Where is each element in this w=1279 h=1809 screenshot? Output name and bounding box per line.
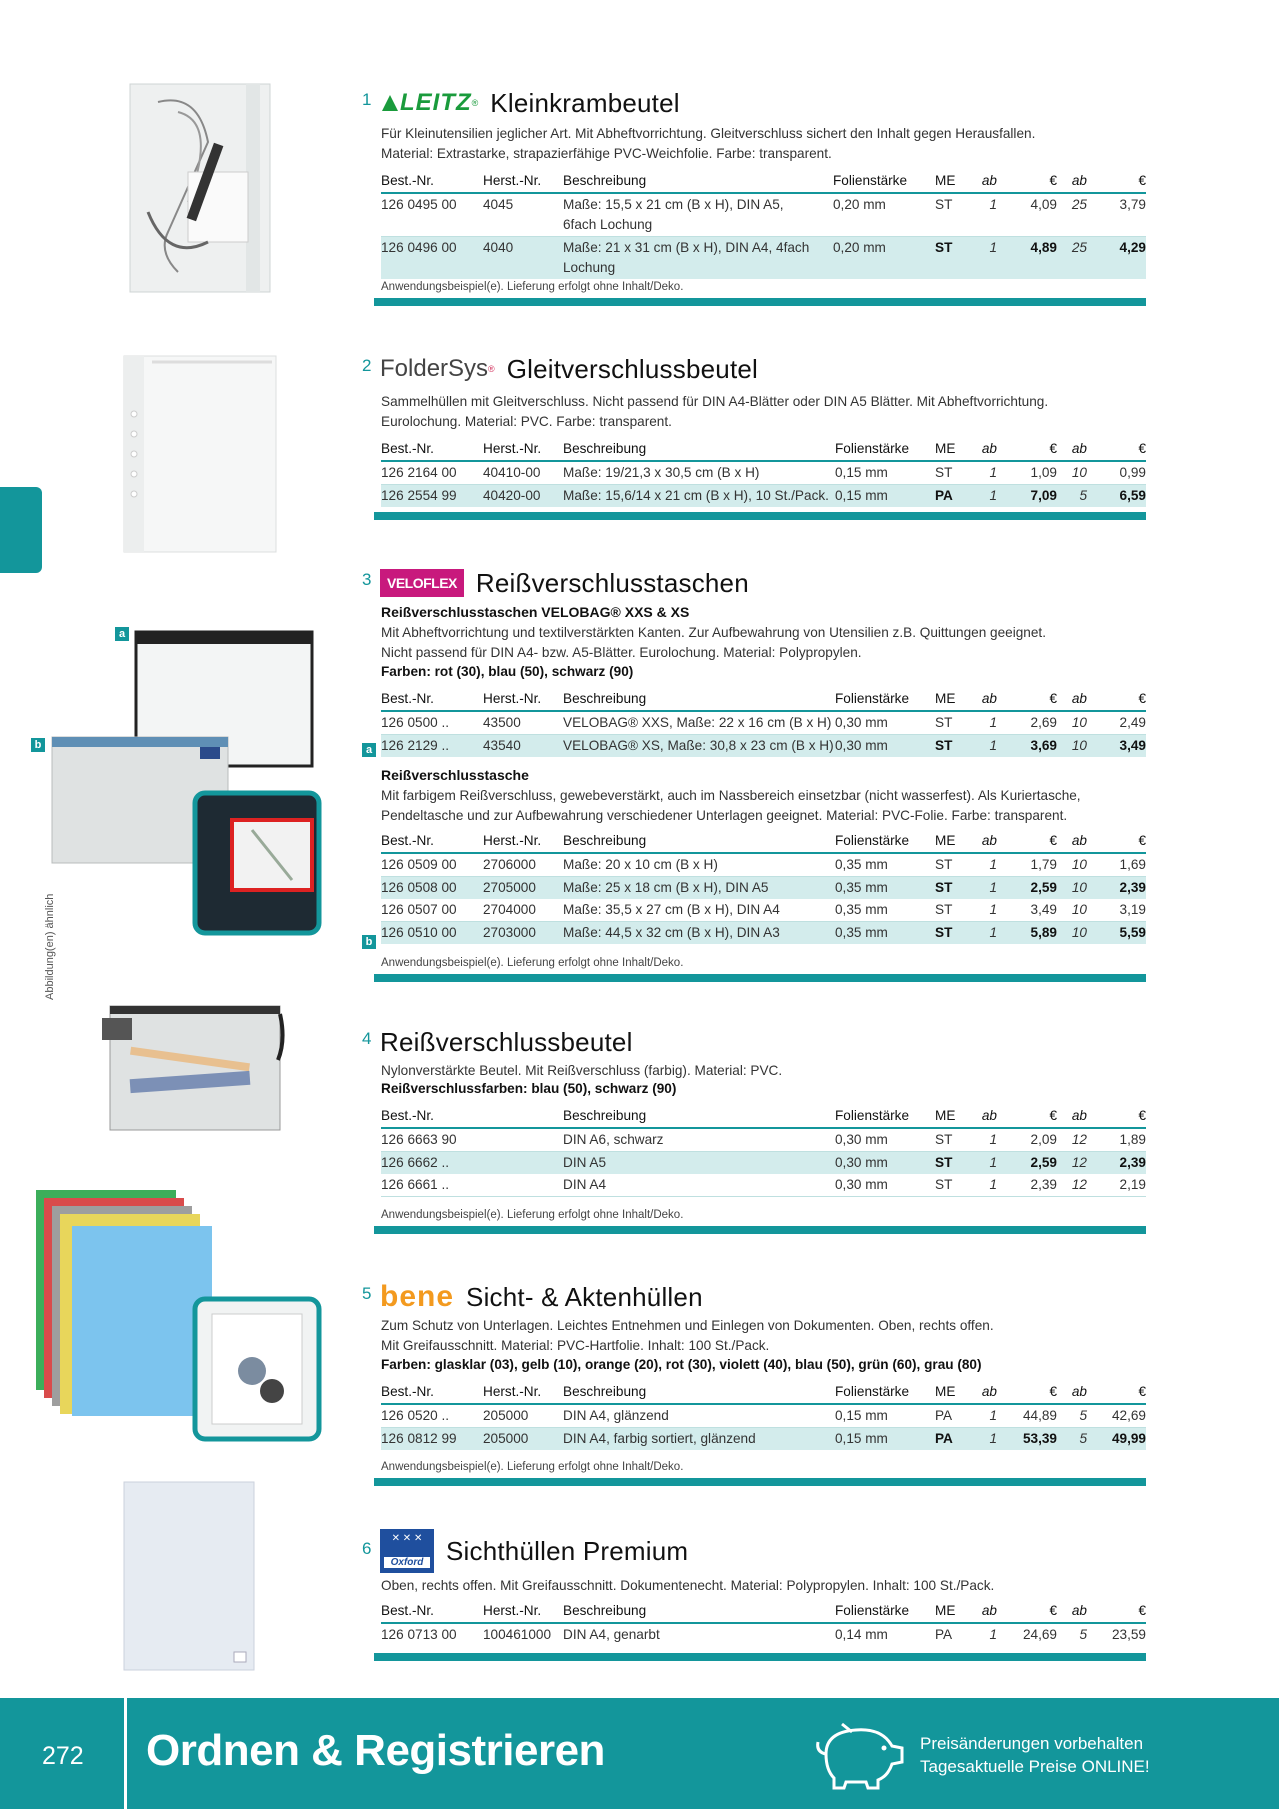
product-image-gleitverschlussbeutel <box>122 354 278 554</box>
product-image-kleinkrambeutel <box>128 82 272 294</box>
piggy-bank-icon <box>812 1718 908 1792</box>
section-description: Für Kleinutensilien jeglicher Art. Mit Abheftvorrichtung. Gleitverschluss sichert den Inhalt gegen Herausfallen. Material: Extrastarke, strapazierfähige PVC-Weichfolie. Farbe: transparent. <box>381 126 1036 161</box>
section-title: Reißverschlussbeutel <box>380 1026 633 1057</box>
section-divider <box>374 1478 1146 1486</box>
product-image-detail-huelle <box>192 1296 322 1442</box>
table-header: Best.-Nr. Herst.-Nr. Beschreibung Folienstärke ME ab € ab € <box>381 1598 1146 1623</box>
product-table <box>381 436 1146 507</box>
table-row: 126 0520 .. 205000 DIN A4, glänzend 0,15 mm PA 1 44,89 5 42,69 <box>381 1404 1146 1428</box>
table-row: 126 6662 .. DIN A5 0,30 mm ST 1 2,59 12 2,39 <box>381 1152 1146 1175</box>
section-number: 3 <box>362 570 372 589</box>
section-title: Kleinkrambeutel <box>490 87 680 118</box>
table-row: 126 0812 99 205000 DIN A4, farbig sortiert, glänzend 0,15 mm PA 1 53,39 5 49,99 <box>381 1428 1146 1451</box>
table-row: 126 0500 .. 43500 VELOBAG® XXS, Maße: 22 x 16 cm (B x H) 0,30 mm ST 1 2,69 10 2,49 <box>381 711 1146 735</box>
section-description: Zum Schutz von Unterlagen. Leichtes Entnehmen und Einlegen von Dokumenten. Oben, rechts offen. Mit Greifausschnitt. Material: PVC-Hartfolie. Inhalt: 100 St./Pack. <box>381 1318 994 1353</box>
table-row: 126 0713 00 100461000 DIN A4, genarbt 0,14 mm PA 1 24,69 5 23,59 <box>381 1627 1146 1642</box>
section-divider <box>374 1653 1146 1661</box>
product-image-detail-binder <box>192 790 322 936</box>
footer-divider <box>124 1698 127 1809</box>
table-row: 126 0508 00 2705000 Maße: 25 x 18 cm (B x H), DIN A5 0,35 mm ST 1 2,59 10 2,39 <box>381 877 1146 900</box>
section-note: Anwendungsbeispiel(e). Lieferung erfolgt ohne Inhalt/Deko. <box>381 1209 684 1221</box>
section-number: 4 <box>362 1029 372 1048</box>
section-description: Mit Abheftvorrichtung und textilverstärkten Kanten. Zur Aufbewahrung von Utensilien z.B. Quittungen geeignet. Nicht passend für DIN A4- bzw. A5-Blätter. Eurolochung. Material: Polypropylen. <box>381 625 1046 660</box>
product-image-sichthuellen-farbig <box>36 1190 216 1420</box>
price-note: Preisänderungen vorbehalten Tagesaktuelle Preise ONLINE! <box>920 1734 1150 1776</box>
table-header: Best.-Nr. Herst.-Nr. Beschreibung Folienstärke ME ab € ab € <box>381 168 1146 193</box>
product-table <box>381 1379 1146 1450</box>
leitz-logo: LEITZ ® <box>380 89 478 117</box>
table-row: 126 0496 00 4040 Maße: 21 x 31 cm (B x H), DIN A4, 4fach Lochung 0,20 mm ST 1 4,89 25 4,29 <box>381 237 1146 280</box>
table-row: 126 0509 00 2706000 Maße: 20 x 10 cm (B x H) 0,35 mm ST 1 1,79 10 1,69 <box>381 853 1146 877</box>
table-header: Best.-Nr. Herst.-Nr. Beschreibung Folienstärke ME ab € ab € <box>381 686 1146 711</box>
image-caption: Abbildung(en) ähnlich <box>44 893 56 1000</box>
section-title-row <box>380 566 749 600</box>
section-title-row <box>380 1025 633 1059</box>
product-table <box>381 1103 1146 1197</box>
section-description: Mit farbigem Reißverschluss, gewebeverstärkt, auch im Nassbereich einsetzbar (nicht wasserfest). Als Kuriertasche, Pendeltasche und zur Aufbewahrung verschiedener Unterlagen geeignet. Material: PVC-Folie. Farbe: transparent. <box>381 788 1081 823</box>
table-row: 126 2554 99 40420-00 Maße: 15,6/14 x 21 cm (B x H), 10 St./Pack. 0,15 mm PA 1 7,09 5 6,59 <box>381 485 1146 508</box>
section-divider <box>374 298 1146 306</box>
section-description: Sammelhüllen mit Gleitverschluss. Nicht passend für DIN A4-Blätter oder DIN A5 Blätter. Mit Abheftvorrichtung. Eurolochung. Material: PVC. Farbe: transparent. <box>381 394 1049 429</box>
product-table <box>381 828 1146 944</box>
product-table <box>381 686 1146 757</box>
table-header: Best.-Nr. Beschreibung Folienstärke ME ab € ab € <box>381 1103 1146 1128</box>
section-number: 2 <box>362 356 372 375</box>
table-row: 126 2164 00 40410-00 Maße: 19/21,3 x 30,5 cm (B x H) 0,15 mm ST 1 1,09 10 0,99 <box>381 461 1146 485</box>
color-options: Farben: rot (30), blau (50), schwarz (90) <box>381 664 634 679</box>
subsection-title: Reißverschlusstasche <box>381 767 529 783</box>
oxford-logo: ✕ ✕ ✕ Oxford <box>380 1529 434 1573</box>
table-row: 126 6661 .. DIN A4 0,30 mm ST 1 2,39 12 2,19 <box>381 1174 1146 1197</box>
section-title: Gleitverschlussbeutel <box>506 353 759 384</box>
table-row: 126 0510 00 2703000 Maße: 44,5 x 32 cm (B x H), DIN A3 0,35 mm ST 1 5,89 10 5,59 <box>381 922 1146 945</box>
section-title-row <box>380 1529 688 1573</box>
section-title-row <box>380 86 680 120</box>
page-footer <box>0 1698 1279 1809</box>
table-row: 126 0495 00 4045 Maße: 15,5 x 21 cm (B x H), DIN A5, 6fach Lochung 0,20 mm ST 1 4,09 25 3,79 <box>381 193 1146 237</box>
chapter-tab <box>0 487 42 573</box>
section-title-row <box>380 352 758 386</box>
section-title-row <box>380 1280 703 1314</box>
chapter-title: Ordnen & Registrieren <box>146 1726 605 1775</box>
product-image-sichthuellen-premium <box>122 1480 256 1672</box>
color-options: Farben: glasklar (03), gelb (10), orange (20), rot (30), violett (40), blau (50), grün (60), grau (80) <box>381 1357 982 1372</box>
bene-logo: bene <box>380 1280 455 1313</box>
page-number: 272 <box>42 1742 84 1770</box>
image-mark-b: b <box>31 738 45 752</box>
product-table <box>381 1598 1146 1646</box>
table-row: 126 2129 .. 43540 VELOBAG® XS, Maße: 30,8 x 23 cm (B x H) 0,30 mm ST 1 3,69 10 3,49 <box>381 735 1146 758</box>
table-header: Best.-Nr. Herst.-Nr. Beschreibung Folienstärke ME ab € ab € <box>381 828 1146 853</box>
section-description: Nylonverstärkte Beutel. Mit Reißverschluss (farbig). Material: PVC. <box>381 1063 783 1078</box>
section-number: 5 <box>362 1284 372 1303</box>
subsection-title: Reißverschlusstaschen VELOBAG® XXS & XS <box>381 604 690 620</box>
section-title: Reißverschlusstaschen <box>475 567 749 598</box>
section-description: Oben, rechts offen. Mit Greifausschnitt. Dokumentenecht. Material: Polypropylen. Inhalt: 100 St./Pack. <box>381 1578 995 1593</box>
product-image-reissverschlussbeutel <box>100 1000 290 1135</box>
veloflex-logo: VELOFLEX <box>380 569 464 597</box>
color-options: Reißverschlussfarben: blau (50), schwarz (90) <box>381 1081 677 1096</box>
section-number: 1 <box>362 90 372 109</box>
section-divider <box>374 512 1146 520</box>
section-note: Anwendungsbeispiel(e). Lieferung erfolgt ohne Inhalt/Deko. <box>381 1461 684 1473</box>
section-note: Anwendungsbeispiel(e). Lieferung erfolgt ohne Inhalt/Deko. <box>381 957 684 969</box>
table-row: 126 6663 90 DIN A6, schwarz 0,30 mm ST 1 2,09 12 1,89 <box>381 1128 1146 1152</box>
product-table <box>381 168 1146 279</box>
image-mark-a: a <box>115 627 129 641</box>
row-mark-b: b <box>362 935 376 949</box>
section-number: 6 <box>362 1539 372 1558</box>
section-title: Sichthüllen Premium <box>446 1535 689 1566</box>
section-divider <box>374 1226 1146 1234</box>
section-divider <box>374 974 1146 982</box>
foldersys-logo: FolderSys ® <box>380 355 495 382</box>
table-row: 126 0507 00 2704000 Maße: 35,5 x 27 cm (B x H), DIN A4 0,35 mm ST 1 3,49 10 3,19 <box>381 899 1146 922</box>
row-mark-a: a <box>362 743 376 757</box>
section-title: Sicht- & Aktenhüllen <box>466 1281 703 1312</box>
table-header: Best.-Nr. Herst.-Nr. Beschreibung Folienstärke ME ab € ab € <box>381 436 1146 461</box>
section-note: Anwendungsbeispiel(e). Lieferung erfolgt ohne Inhalt/Deko. <box>381 281 684 293</box>
table-header: Best.-Nr. Herst.-Nr. Beschreibung Folienstärke ME ab € ab € <box>381 1379 1146 1404</box>
